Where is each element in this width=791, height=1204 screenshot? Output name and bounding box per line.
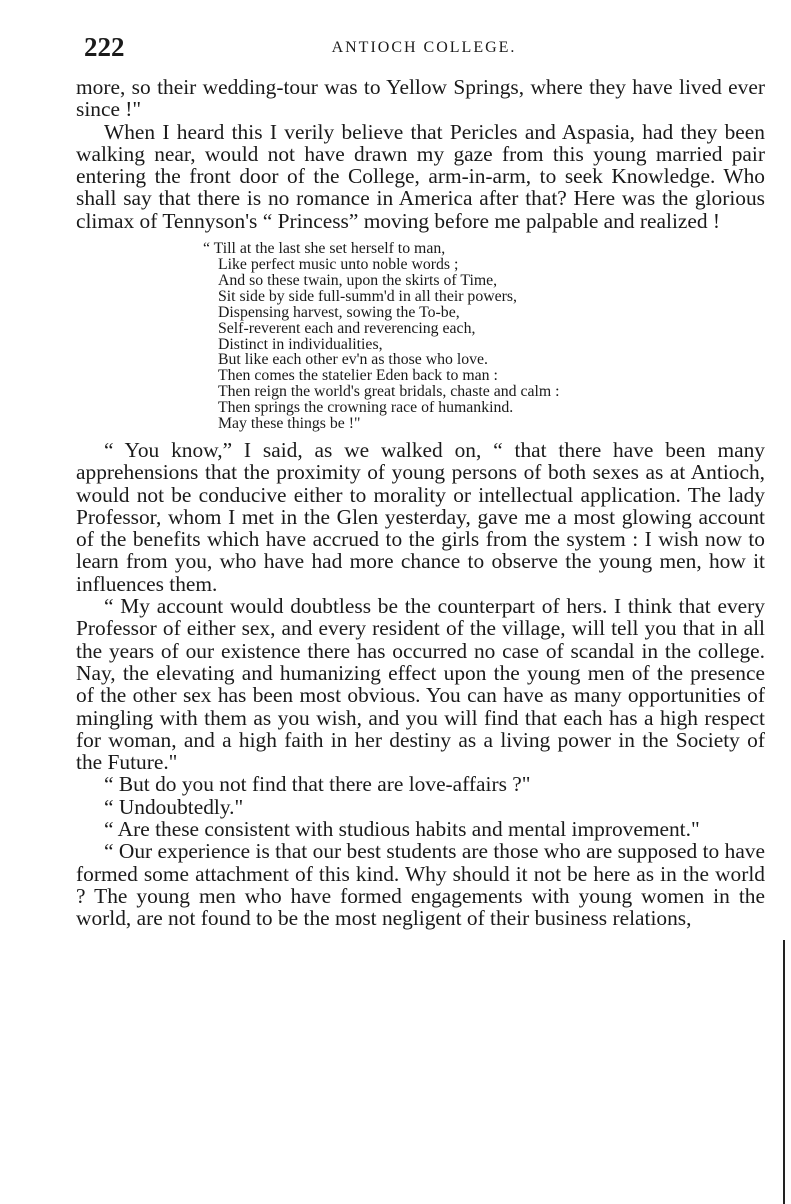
paragraph: “ But do you not find that there are love-affairs ?" [104,772,531,797]
poem-line: And so these twain, upon the skirts of Time, [218,271,498,289]
poem-line: Sit side by side full-summ'd in all their powers, [218,287,518,305]
poem-line: “ Till at the last she set herself to man, [203,240,446,258]
page-header [84,32,764,62]
poem-line: Self-reverent each and reverencing each, [218,319,476,337]
poem-line: Then springs the crowning race of humankind. [218,399,514,417]
page-edge-line [783,940,785,1204]
paragraph: “ My account would doubtless be the counterpart of hers. I think that every Professor of either sex, and every resident of the village, will tell you that in all the years of our existence there has occurred no case of scandal in the college. Nay, the elevating and humanizing effect upon the young men of the presence of the other sex has been most obvious. You can have as many opportunities of mingling with them as you wish, and you will find that each has a high respect for woman, and a high faith in her destiny as a living power in the Society of the Future." [76,594,765,775]
paragraph: When I heard this I verily believe that Pericles and Aspasia, had they been walking near, would not have drawn my gaze from this young married pair entering the front door of the College, arm-in-arm, to seek Knowledge. Who shall say that there is no romance in America after that? Here was the glorious climax of Tennyson's “ Princess” moving before me palpable and realized ! [76,119,765,233]
poem-line: Then comes the statelier Eden back to man : [218,367,498,385]
poem-line: Dispensing harvest, sowing the To-be, [218,303,460,321]
poem-line: But like each other ev'n as those who love. [218,351,489,369]
running-head: ANTIOCH COLLEGE. [331,39,517,56]
paragraph: “ Are these consistent with studious habits and mental improvement." [104,817,700,841]
page-number: 222 [84,32,125,62]
poem-line: Distinct in individualities, [218,335,383,353]
paragraph: “ Our experience is that our best students are those who are supposed to have formed some attachment of this kind. Why should it not be here as in the world ? The young men who have formed engagements with young women in the world, are not found to be the most negligent of their business relations, [76,839,765,931]
page-body [76,76,765,929]
poem-quotation [203,241,765,432]
paragraph: “ You know,” I said, as we walked on, “ that there have been many apprehensions that the proximity of young persons of both sexes as at Antioch, would not be conducive either to morality or intellectual application. The lady Professor, whom I met in the Glen yesterday, gave me a most glowing account of the benefits which have accrued to the girls from the system : I wish now to learn from you, who have had more chance to observe the young men, how it influences them. [76,437,765,596]
poem-line: May these things be !" [218,415,361,433]
paragraph-continued: more, so their wedding-tour was to Yellow Springs, where they have lived ever since !" [76,75,765,122]
poem-line: Then reign the world's great bridals, chaste and calm : [218,383,560,401]
poem-line: Like perfect music unto noble words ; [218,255,459,273]
paragraph: “ Undoubtedly." [104,794,244,819]
